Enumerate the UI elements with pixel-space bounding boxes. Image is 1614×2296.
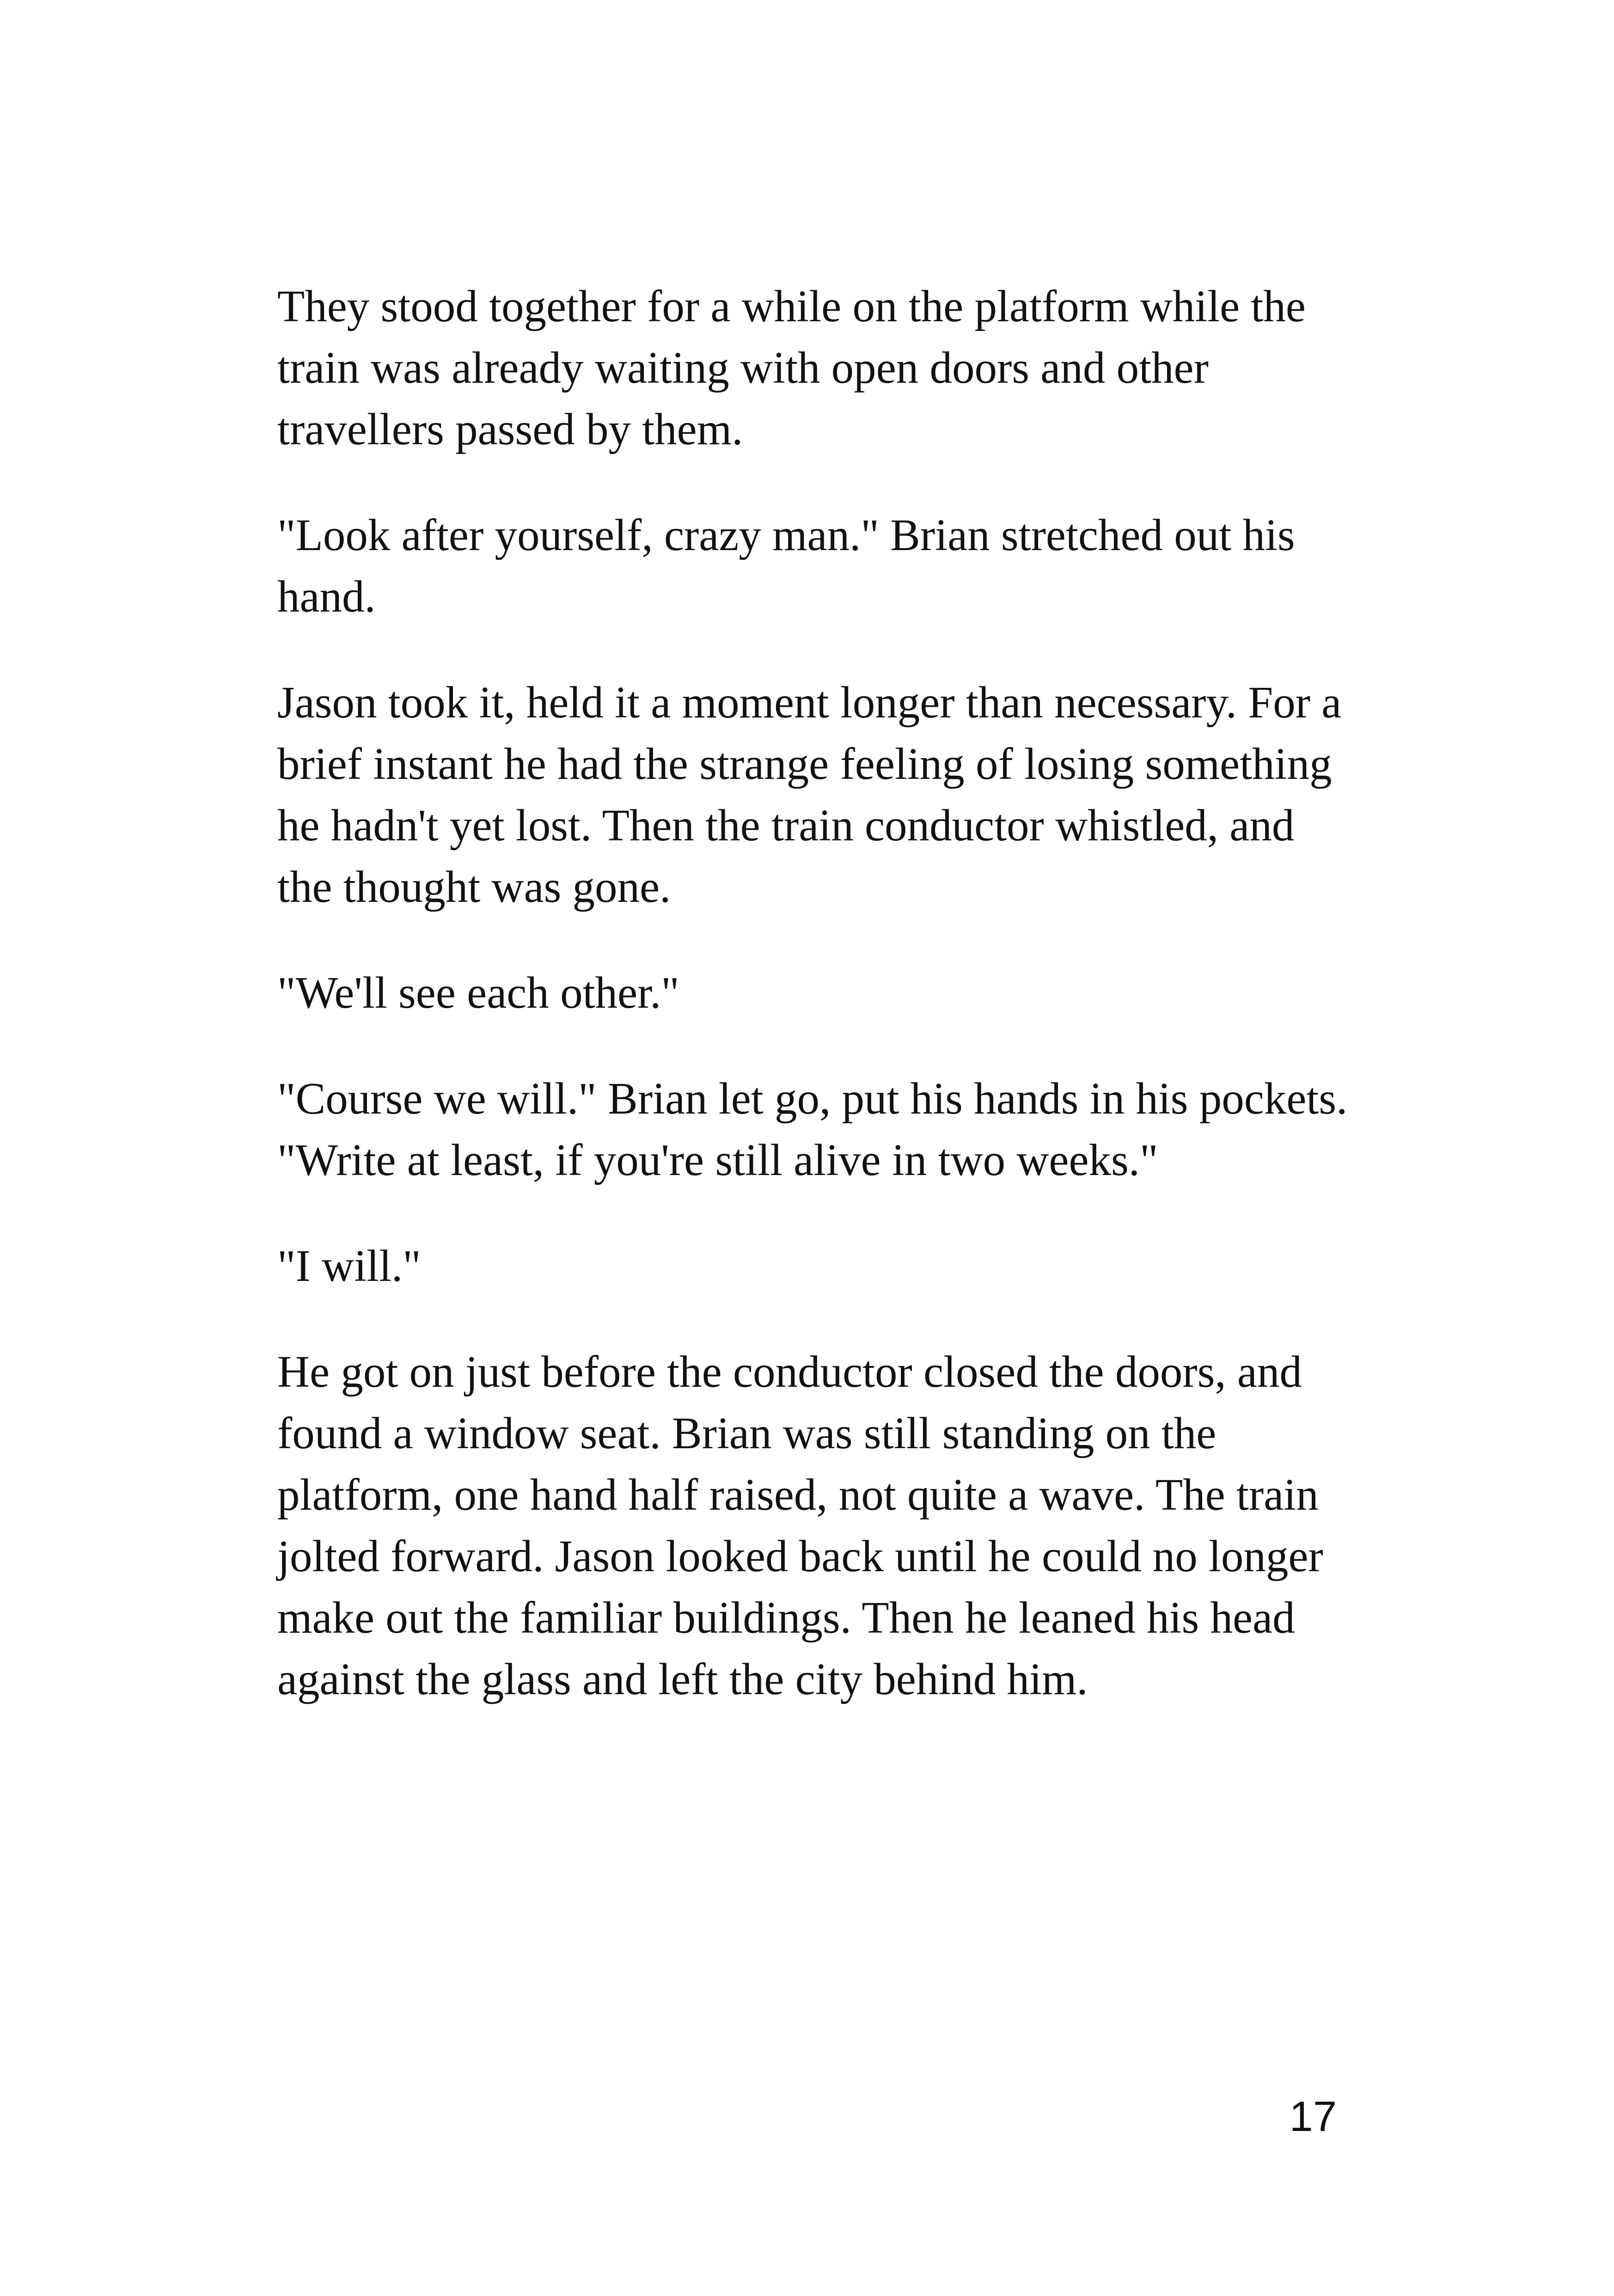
body-text <box>277 276 1350 1754</box>
paragraph: "I will." <box>277 1241 421 1291</box>
paragraph: "Look after yourself, crazy man." Brian stretched out his hand. <box>277 510 1295 621</box>
paragraph: "Course we will." Brian let go, put his hands in his pockets. "Write at least, if you're still alive in two weeks." <box>277 1074 1348 1185</box>
paragraph: They stood together for a while on the platform while the train was already waiting with open doors and other travellers passed by them. <box>277 282 1306 454</box>
page-number: 17 <box>1289 2093 1337 2140</box>
paragraph: He got on just before the conductor closed the doors, and found a window seat. Brian was still standing on the platform, one hand half raised, not quite a wave. The train jolted forward. Jason looked back until he could no longer make out the familiar buildings. Then he leaned his head against the glass and left the city behind him. <box>277 1347 1323 1704</box>
paragraph: Jason took it, held it a moment longer than necessary. For a brief instant he had the strange feeling of losing something he hadn't yet lost. Then the train conductor whistled, and the thought was gone. <box>277 678 1342 912</box>
paragraph: "We'll see each other." <box>277 968 679 1017</box>
